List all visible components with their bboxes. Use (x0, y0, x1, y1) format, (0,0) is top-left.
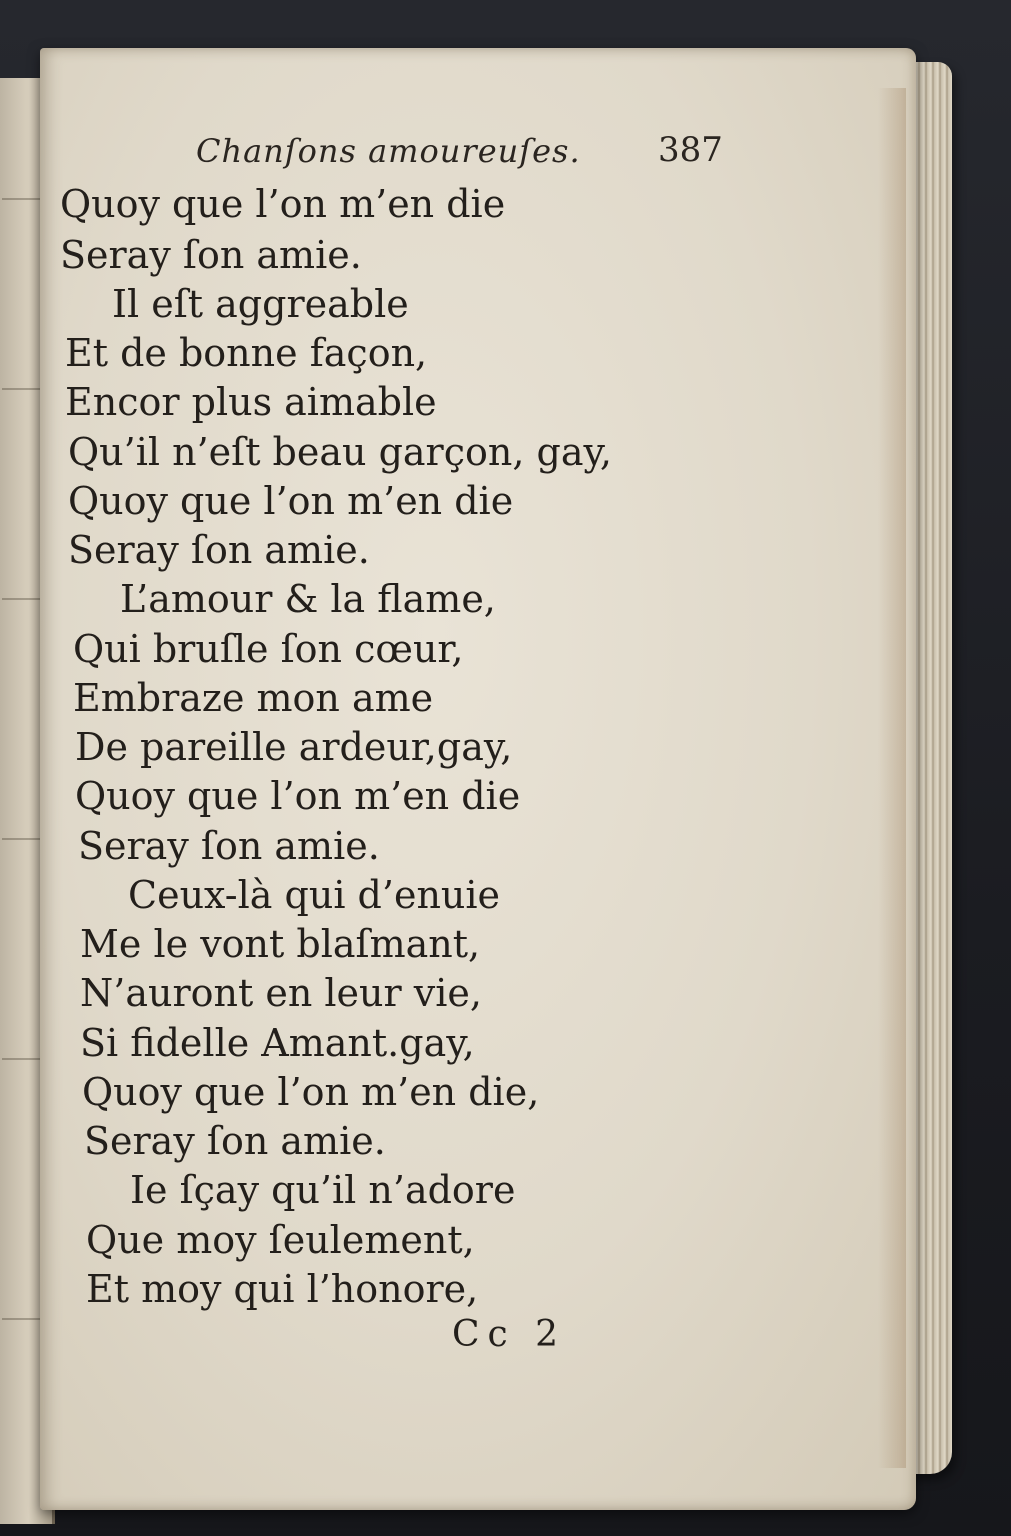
verse-line: Embraze mon ame (73, 676, 434, 720)
verse-line: Seray ſon amie. (68, 528, 370, 572)
verse-line: Que moy ſeulement, (86, 1218, 475, 1262)
verse-line: Et de bonne façon, (65, 331, 428, 375)
verse-line: Quoy que l’on m’en die (68, 479, 514, 523)
verse-line: Quoy que l’on m’en die, (82, 1070, 540, 1114)
verse-line: Me le vont blaſmant, (80, 922, 481, 966)
verse-line: Quoy que l’on m’en die (60, 182, 506, 226)
verse-line: Ie ſçay qu’il n’adore (130, 1168, 516, 1212)
verse-line: Il eſt aggreable (112, 282, 409, 326)
edge-stain (878, 88, 906, 1468)
signature-mark: Cc 2 (452, 1314, 567, 1355)
verse-line: Seray ſon amie. (78, 824, 380, 868)
verse-line: N’auront en leur vie, (80, 971, 482, 1015)
verse-line: Seray ſon amie. (60, 233, 362, 277)
verse-line: Qu’il n’eſt beau garçon, gay, (68, 430, 612, 474)
verse-line: L’amour & la flame, (120, 577, 496, 621)
verse-line: De pareille ardeur,gay, (75, 725, 513, 769)
verse-line: Et moy qui l’honore, (86, 1267, 479, 1311)
page-number: 387 (658, 130, 723, 170)
verse-line: Ceux-là qui d’enuie (128, 873, 501, 917)
verse-line: Si fidelle Amant.gay, (80, 1021, 475, 1065)
verse-line: Quoy que l’on m’en die (75, 774, 521, 818)
running-head: Chanſons amoureuſes. (196, 132, 581, 170)
verse-line: Seray ſon amie. (84, 1119, 386, 1163)
verse-line: Encor plus aimable (65, 380, 437, 424)
verse-line: Qui bruſle ſon cœur, (73, 627, 464, 671)
